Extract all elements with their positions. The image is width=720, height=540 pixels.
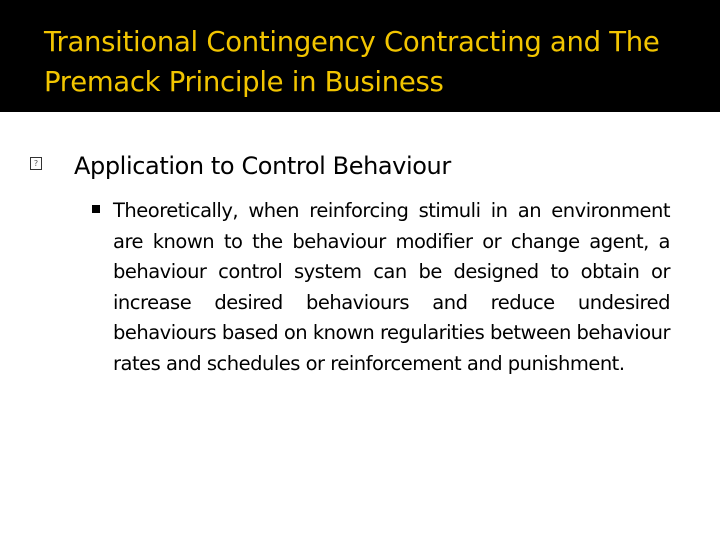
slide-title: Transitional Contingency Contracting and The Premack Principle in Business xyxy=(44,26,660,98)
filled-square-bullet-icon xyxy=(92,205,100,213)
bullet-body-text: Theoretically, when reinforcing stimuli in an environment are known to the behaviour modifier or change agent, a behaviour control system can be designed to obtain or increase desired behaviours and reduce undesired behaviours based on known regularities between behaviour rates and schedules or reinforcement and punishment. xyxy=(113,199,670,375)
bullet-heading: Application to Control Behaviour xyxy=(74,152,451,180)
square-bullet-icon: ? xyxy=(30,157,42,170)
bullet-item-level1 xyxy=(30,148,690,188)
